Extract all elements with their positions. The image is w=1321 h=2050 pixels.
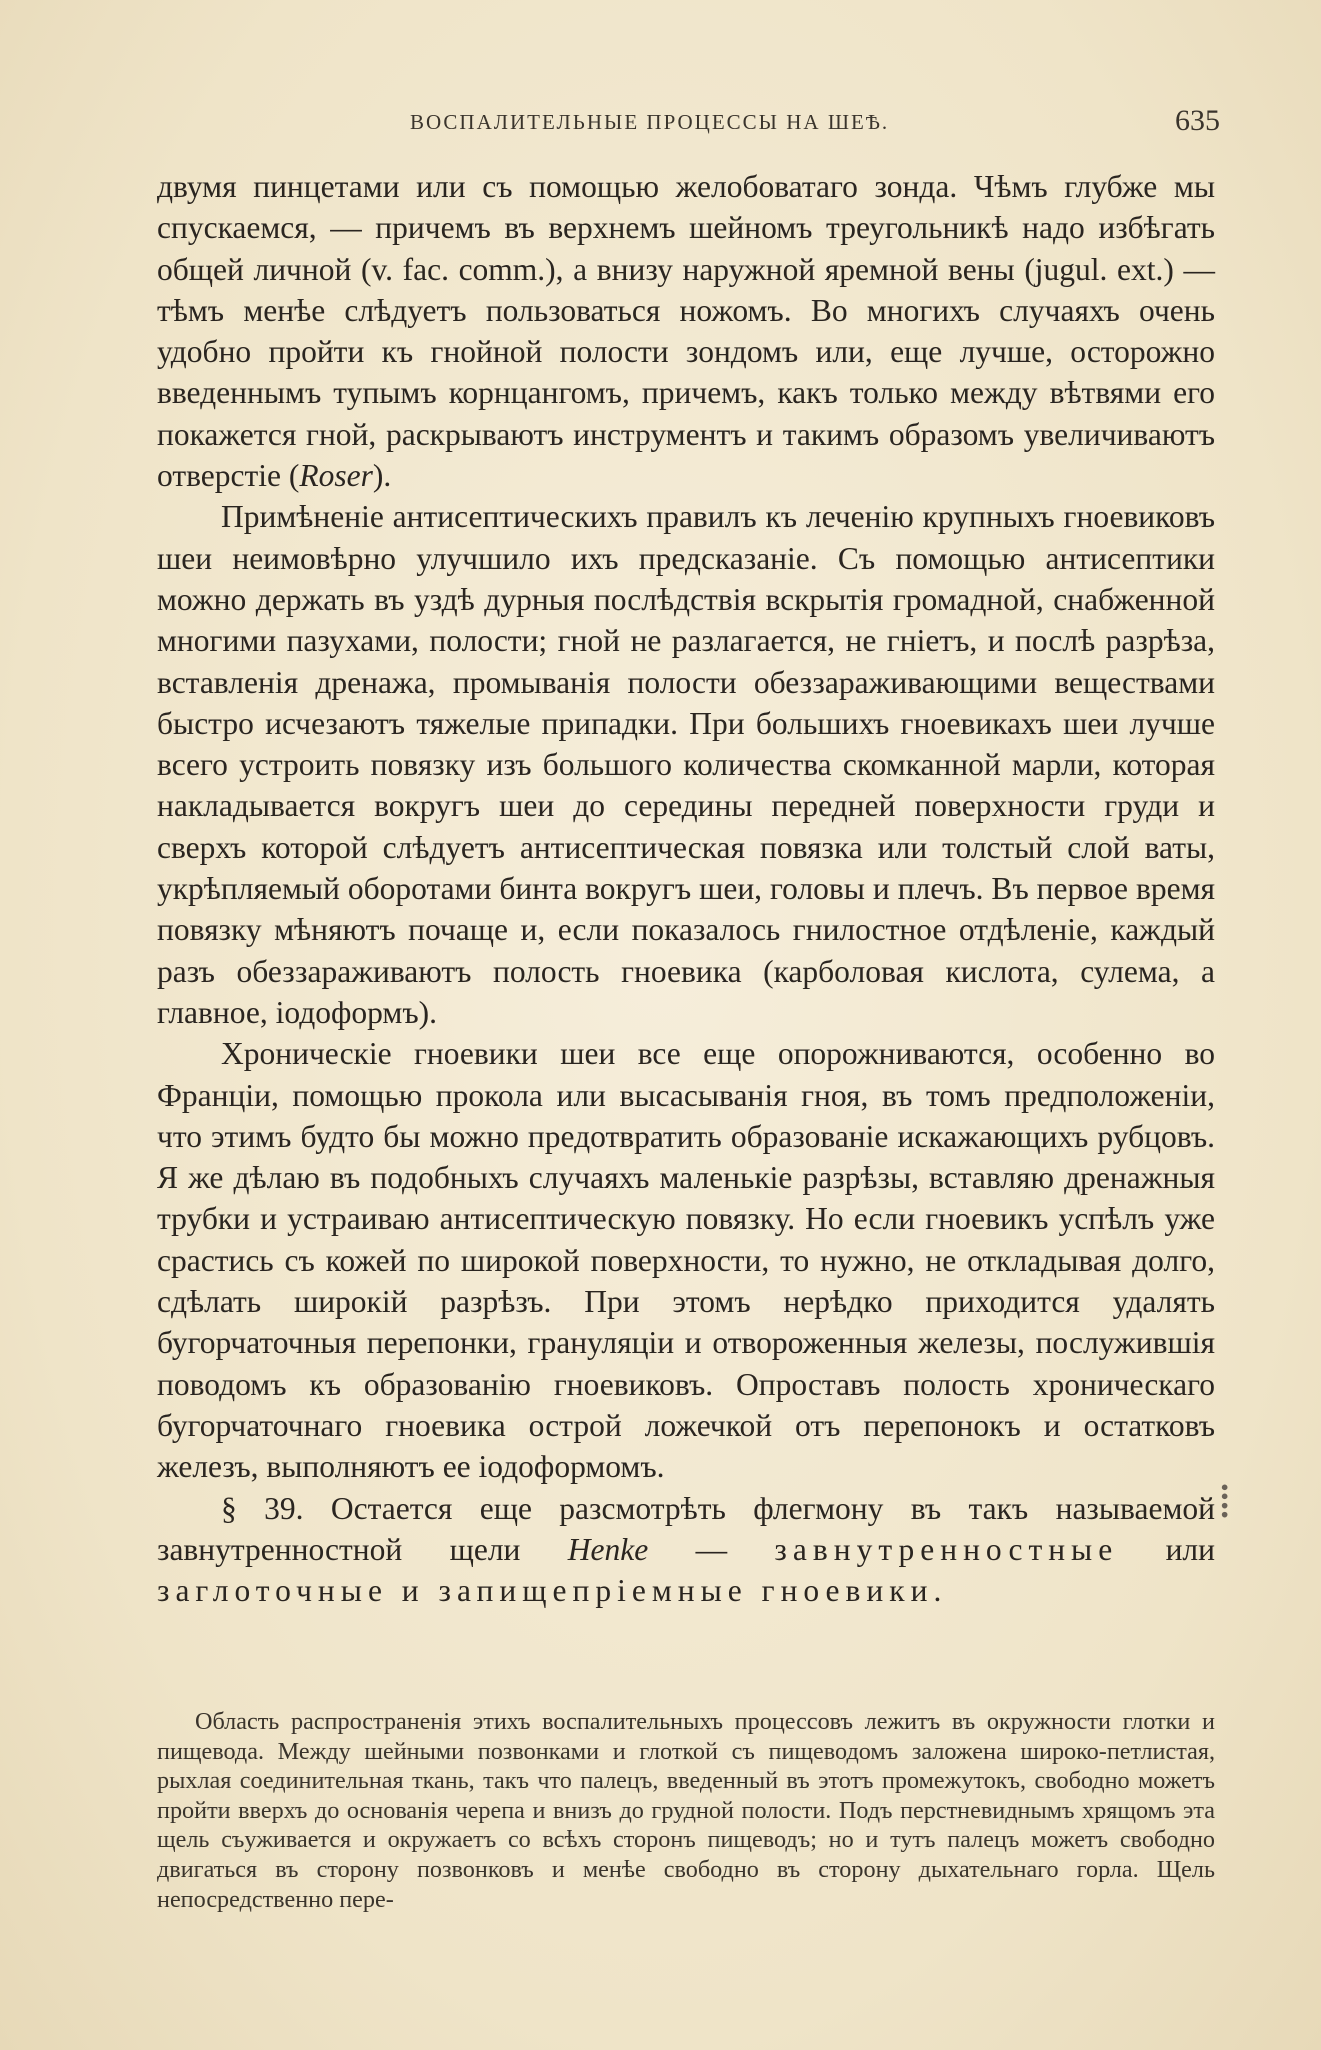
small-print-section [157, 1707, 1215, 1914]
section-39-text: § 39. Остается еще разсмотрѣть флегмону въ такъ называемой завнутренностной щели [157, 1490, 1215, 1567]
paragraph-1 [157, 166, 1215, 496]
section-39 [157, 1488, 1215, 1612]
paragraph-1-text: двумя пинцетами или съ помощью желобоватаго зонда. Чѣмъ глубже мы спускаемся, — причемъ въ верхнемъ шейномъ треугольникѣ надо избѣгать общей личной (v. fac. comm.), а внизу наружной яремной вены (jugul. ext.) — тѣмъ менѣе слѣдуетъ пользоваться ножомъ. Во многихъ случаяхъ очень удобно пройти къ гнойной полости зондомъ или, еще лучше, осторожно введеннымъ тупымъ корнцангомъ, причемъ, какъ только между вѣтвями его покажется гной, раскрываютъ инструментъ и такимъ образомъ увеличиваютъ отверстіе ( [157, 169, 1215, 494]
paragraph-3: Хроническіе гноевики шеи все еще опорожниваются, особенно во Франціи, помощью прокола или высасыванія гноя, въ томъ предположеніи, что этимъ будто бы можно предотвратить образованіе искажающихъ рубцовъ. Я же дѣлаю въ подобныхъ случаяхъ маленькіе разрѣзы, вставляю дренажныя трубки и устраиваю антисептическую повязку. Но если гноевикъ успѣлъ уже срастись съ кожей по широкой поверхности, то нужно, не откладывая долго, сдѣлать широкій разрѣзъ. При этомъ нерѣдко приходится удалять бугорчаточныя перепонки, грануляціи и отвороженныя железы, послужившія поводомъ къ образованію гноевиковъ. Опроставъ полость хроническаго бугорчаточнаго гноевика острой ложечкой отъ перепонокъ и остатковъ железъ, выполняютъ ее іодоформомъ. [157, 1036, 1215, 1485]
section-39-mid: или [1118, 1531, 1216, 1567]
small-print-paragraph: Область распространенія этихъ воспалительныхъ процессовъ лежитъ въ окружности глотки и пищевода. Между шейными позвонками и глоткой съ пищеводомъ заложена широко-петлистая, рыхлая соединительная ткань, такъ что палецъ, введенный въ этотъ промежутокъ, свободно можетъ пройти вверхъ до основанія черепа и внизъ до грудной полости. Подъ перстневиднымъ хрящомъ эта щель съуживается и окружаетъ со всѣхъ сторонъ пищеводъ; но и тутъ палецъ можетъ свободно двигаться въ сторону позвонковъ и менѣе свободно въ сторону дыхательнаго горла. Щель непосредственно пере- [157, 1708, 1215, 1913]
paragraph-2: Примѣненіе антисептическихъ правилъ къ леченію крупныхъ гноевиковъ шеи неимовѣрно улучшило ихъ предсказаніе. Съ помощью антисептики можно держать въ уздѣ дурныя послѣдствія вскрытія громадной, снабженной многими пазухами, полости; гной не разлагается, не гніетъ, и послѣ разрѣза, вставленія дренажа, промыванія полости обеззараживающими веществами быстро исчезаютъ тяжелые припадки. При большихъ гноевикахъ шеи лучше всего устроить повязку изъ большого количества скомканной марли, которая накладывается вокругъ шеи до середины передней поверхности груди и сверхъ которой слѣдуетъ антисептическая повязка или толстый слой ваты, укрѣпляемый оборотами бинта вокругъ шеи, головы и плечъ. Въ первое время повязку мѣняютъ почаще и, если показалось гнилостное отдѣленіе, каждый разъ обеззараживаютъ полость гноевика (карболовая кислота, сулема, а главное, іодоформъ). [157, 499, 1215, 1030]
page-number: 635 [1175, 104, 1220, 137]
section-39-dash: — [648, 1531, 775, 1567]
term-retropharyngeal: заглоточные и запищепріемные гноевики [157, 1573, 934, 1609]
margin-brace-mark: ⁞ [1218, 1475, 1232, 1528]
author-roser: Roser [299, 458, 373, 494]
section-39-end: . [933, 1573, 942, 1609]
term-retrovisceral: завнутренностные [774, 1531, 1119, 1567]
main-text [157, 166, 1215, 1611]
author-henke: Henke [567, 1531, 649, 1567]
paragraph-1-tail: ). [372, 458, 392, 494]
page-header [160, 104, 1220, 144]
running-title: ВОСПАЛИТЕЛЬНЫЕ ПРОЦЕССЫ НА ШЕѢ. [410, 110, 890, 134]
